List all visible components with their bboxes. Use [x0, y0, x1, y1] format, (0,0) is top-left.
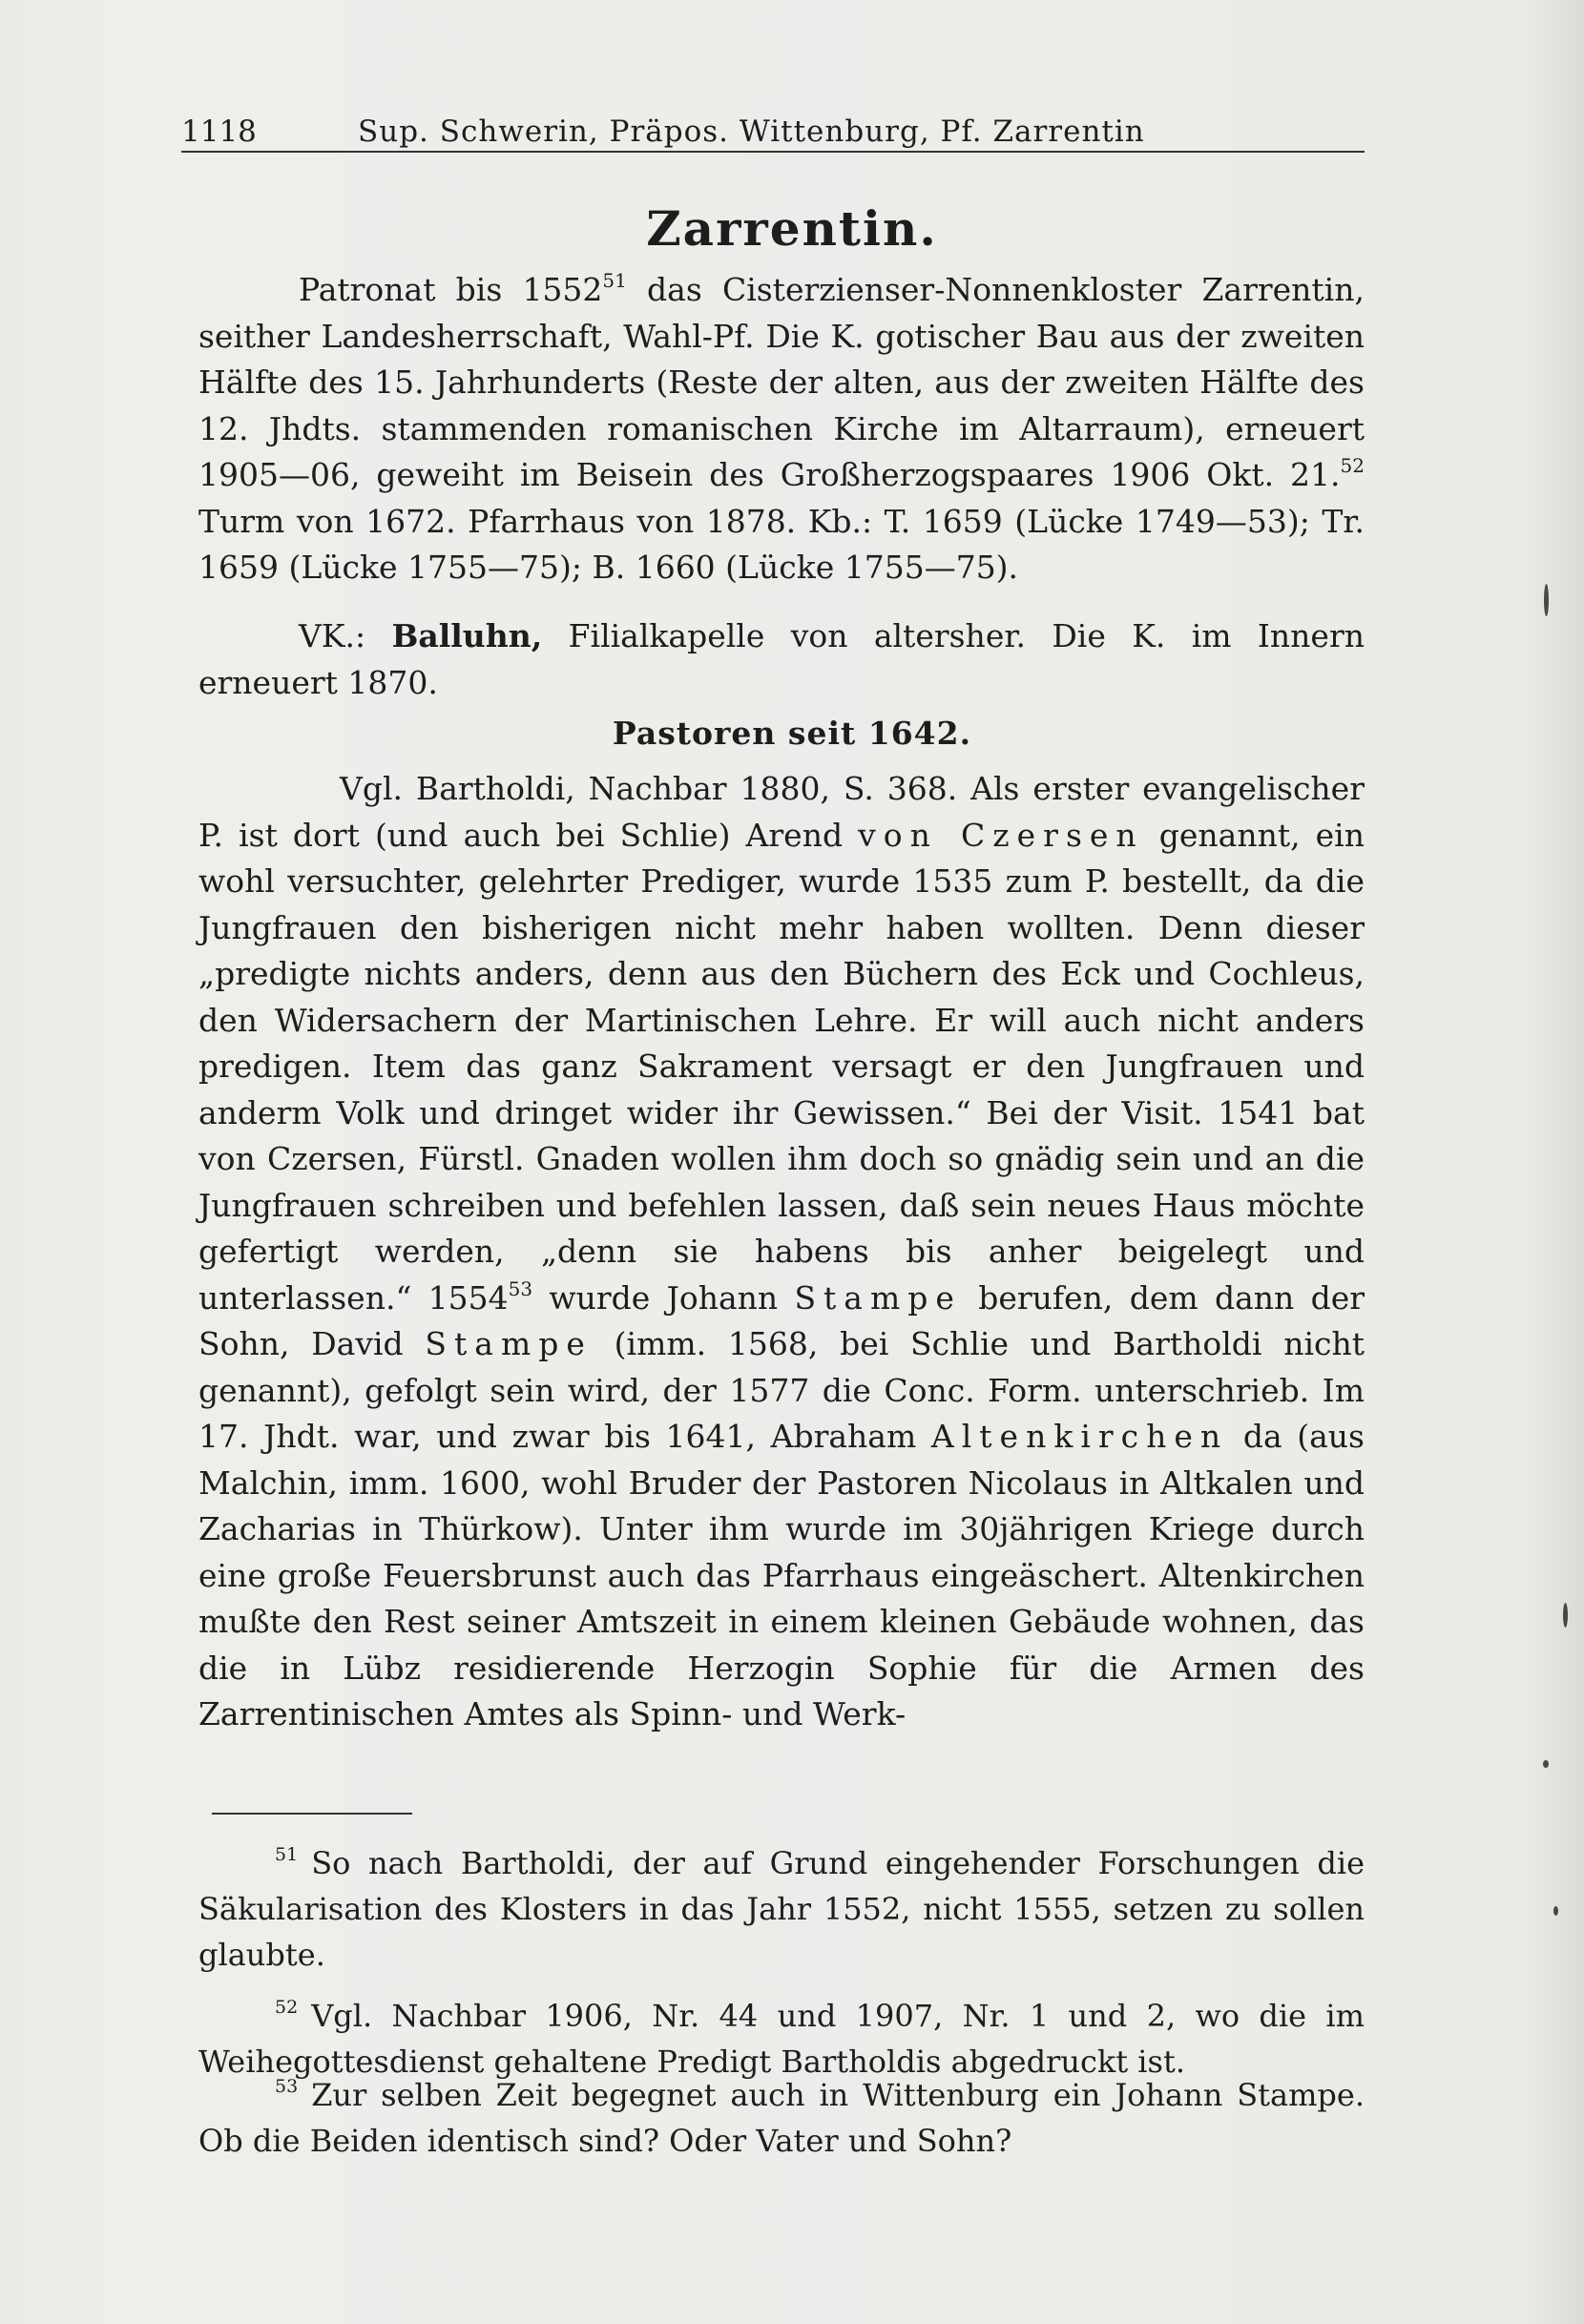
header-rule [181, 151, 1365, 153]
footnote-53 [198, 2064, 1365, 2164]
page-number: 1118 [181, 114, 257, 149]
patronat-text-1: Patronat bis 1552 [299, 271, 603, 308]
main-text-5: (imm. 1568, bei Schlie und Bartholdi nicht genannt), gefolgt sein wird, der 1577 die Conc. Form. unterschrieb. Im 17. Jhdt. war, und zwar bis 1641, Abraham [198, 1325, 1365, 1455]
footnote-marker: 53 [275, 2076, 299, 2097]
name-czersen: von Czersen [858, 816, 1144, 854]
footnote-51 [198, 1832, 1365, 1978]
footnote-text: Zur selben Zeit begegnet auch in Wittenburg ein Johann Stampe. Ob die Beiden identisch sind? Oder Vater und Sohn? [198, 2077, 1365, 2159]
scan-speck [1543, 1760, 1549, 1768]
running-head: Sup. Schwerin, Präpos. Wittenburg, Pf. Zarrentin [358, 114, 1145, 149]
scan-speck [1563, 1603, 1568, 1628]
vk-text: Filialkapelle von altersher. Die K. im Innern erneuert 1870. [198, 617, 1365, 701]
page-title: Zarrentin. [646, 200, 938, 257]
main-text-4: berufen, dem dann der Sohn, David [198, 1278, 1365, 1362]
footnote-marker: 52 [275, 1997, 299, 2018]
patronat-text-2: das Cisterzienser-Nonnenkloster Zarrentin, seither Landesherrschaft, Wahl-Pf. Die K. gotischer Bau aus der zweiten Hälfte des 15. Jahrhunderts (Reste der alten, aus der zweiten Hälfte des 12. Jhdts. stammenden romanischen Kirche im Altarraum), erneuert 1905—06, geweiht im Beisein des Großherzogspaares 1906 Okt. 21. [198, 271, 1365, 493]
paragraph-vk [198, 613, 1365, 706]
paragraph-patronat [198, 267, 1365, 591]
main-text-3: wurde Johann [532, 1278, 795, 1317]
patronat-text-3: Turm von 1672. Pfarrhaus von 1878. Kb.: T. 1659 (Lücke 1749—53); Tr. 1659 (Lücke 1755—75); B. 1660 (Lücke 1755—75). [198, 502, 1365, 586]
footnote-ref-52: 52 [1340, 454, 1365, 477]
name-stampe-david: Stampe [425, 1325, 593, 1362]
footnote-ref-51: 51 [602, 269, 627, 292]
footnote-ref-53: 53 [508, 1276, 533, 1300]
footnote-text: So nach Bartholdi, der auf Grund eingehender Forschungen die Säkularisation des Klosters in das Jahr 1552, nicht 1555, setzen zu sollen glaubte. [198, 1845, 1365, 1973]
main-text-1: Vgl. Bartholdi, Nachbar 1880, S. 368. Als erster evangelischer P. ist dort (und auch bei Schlie) Arend [198, 770, 1365, 854]
name-stampe-johann: Stampe [794, 1278, 962, 1317]
name-altenkirchen: Altenkirchen [930, 1418, 1229, 1455]
main-text-6: da (aus Malchin, imm. 1600, wohl Bruder der Pastoren Nicolaus in Altkalen und Zacharias in Thürkow). Unter ihm wurde im 30jährigen Kriege durch eine große Feuersbrunst auch das Pfarrhaus eingeäschert. Altenkirchen mußte den Rest seiner Amtszeit in einem kleinen Gebäude wohnen, das die in Lübz residierende Herzogin Sophie für die Armen des Zarrentinischen Amtes als Spinn- und Werk- [198, 1418, 1365, 1733]
footnote-rule [212, 1813, 412, 1815]
page-header [181, 113, 1365, 151]
main-text-2: genannt, ein wohl versuchter, gelehrter Prediger, wurde 1535 zum P. bestellt, da die Jungfrauen den bisherigen nicht mehr haben wollten. Denn dieser „predigte nichts anders, denn aus den Büchern des Eck und Cochleus, den Widersachern der Martinischen Lehre. Er will auch nicht anders predigen. Item das ganz Sakrament versagt er den Jungfrauen und anderm Volk und dringet wider ihr Gewissen.“ Bei der Visit. 1541 bat von Czersen, Fürstl. Gnaden wollen ihm doch so gnädig sein und an die Jungfrauen schreiben und befehlen lassen, daß sein neues Haus möchte gefertigt werden, „denn sie habens bis anher beigelegt und unterlassen.“ 1554 [198, 816, 1365, 1317]
footnote-text: Vgl. Nachbar 1906, Nr. 44 und 1907, Nr. 1 und 2, wo die im Weihegottesdienst gehaltene Predigt Bartholdis abgedruckt ist. [198, 1998, 1365, 2080]
scan-speck [1544, 584, 1549, 616]
vk-label: VK.: [299, 617, 392, 654]
paragraph-pastoren [198, 766, 1365, 1738]
vk-place: Balluhn, [391, 617, 543, 654]
footnote-marker: 51 [275, 1844, 299, 1865]
section-heading: Pastoren seit 1642. [612, 715, 972, 752]
scan-speck [1553, 1906, 1558, 1916]
